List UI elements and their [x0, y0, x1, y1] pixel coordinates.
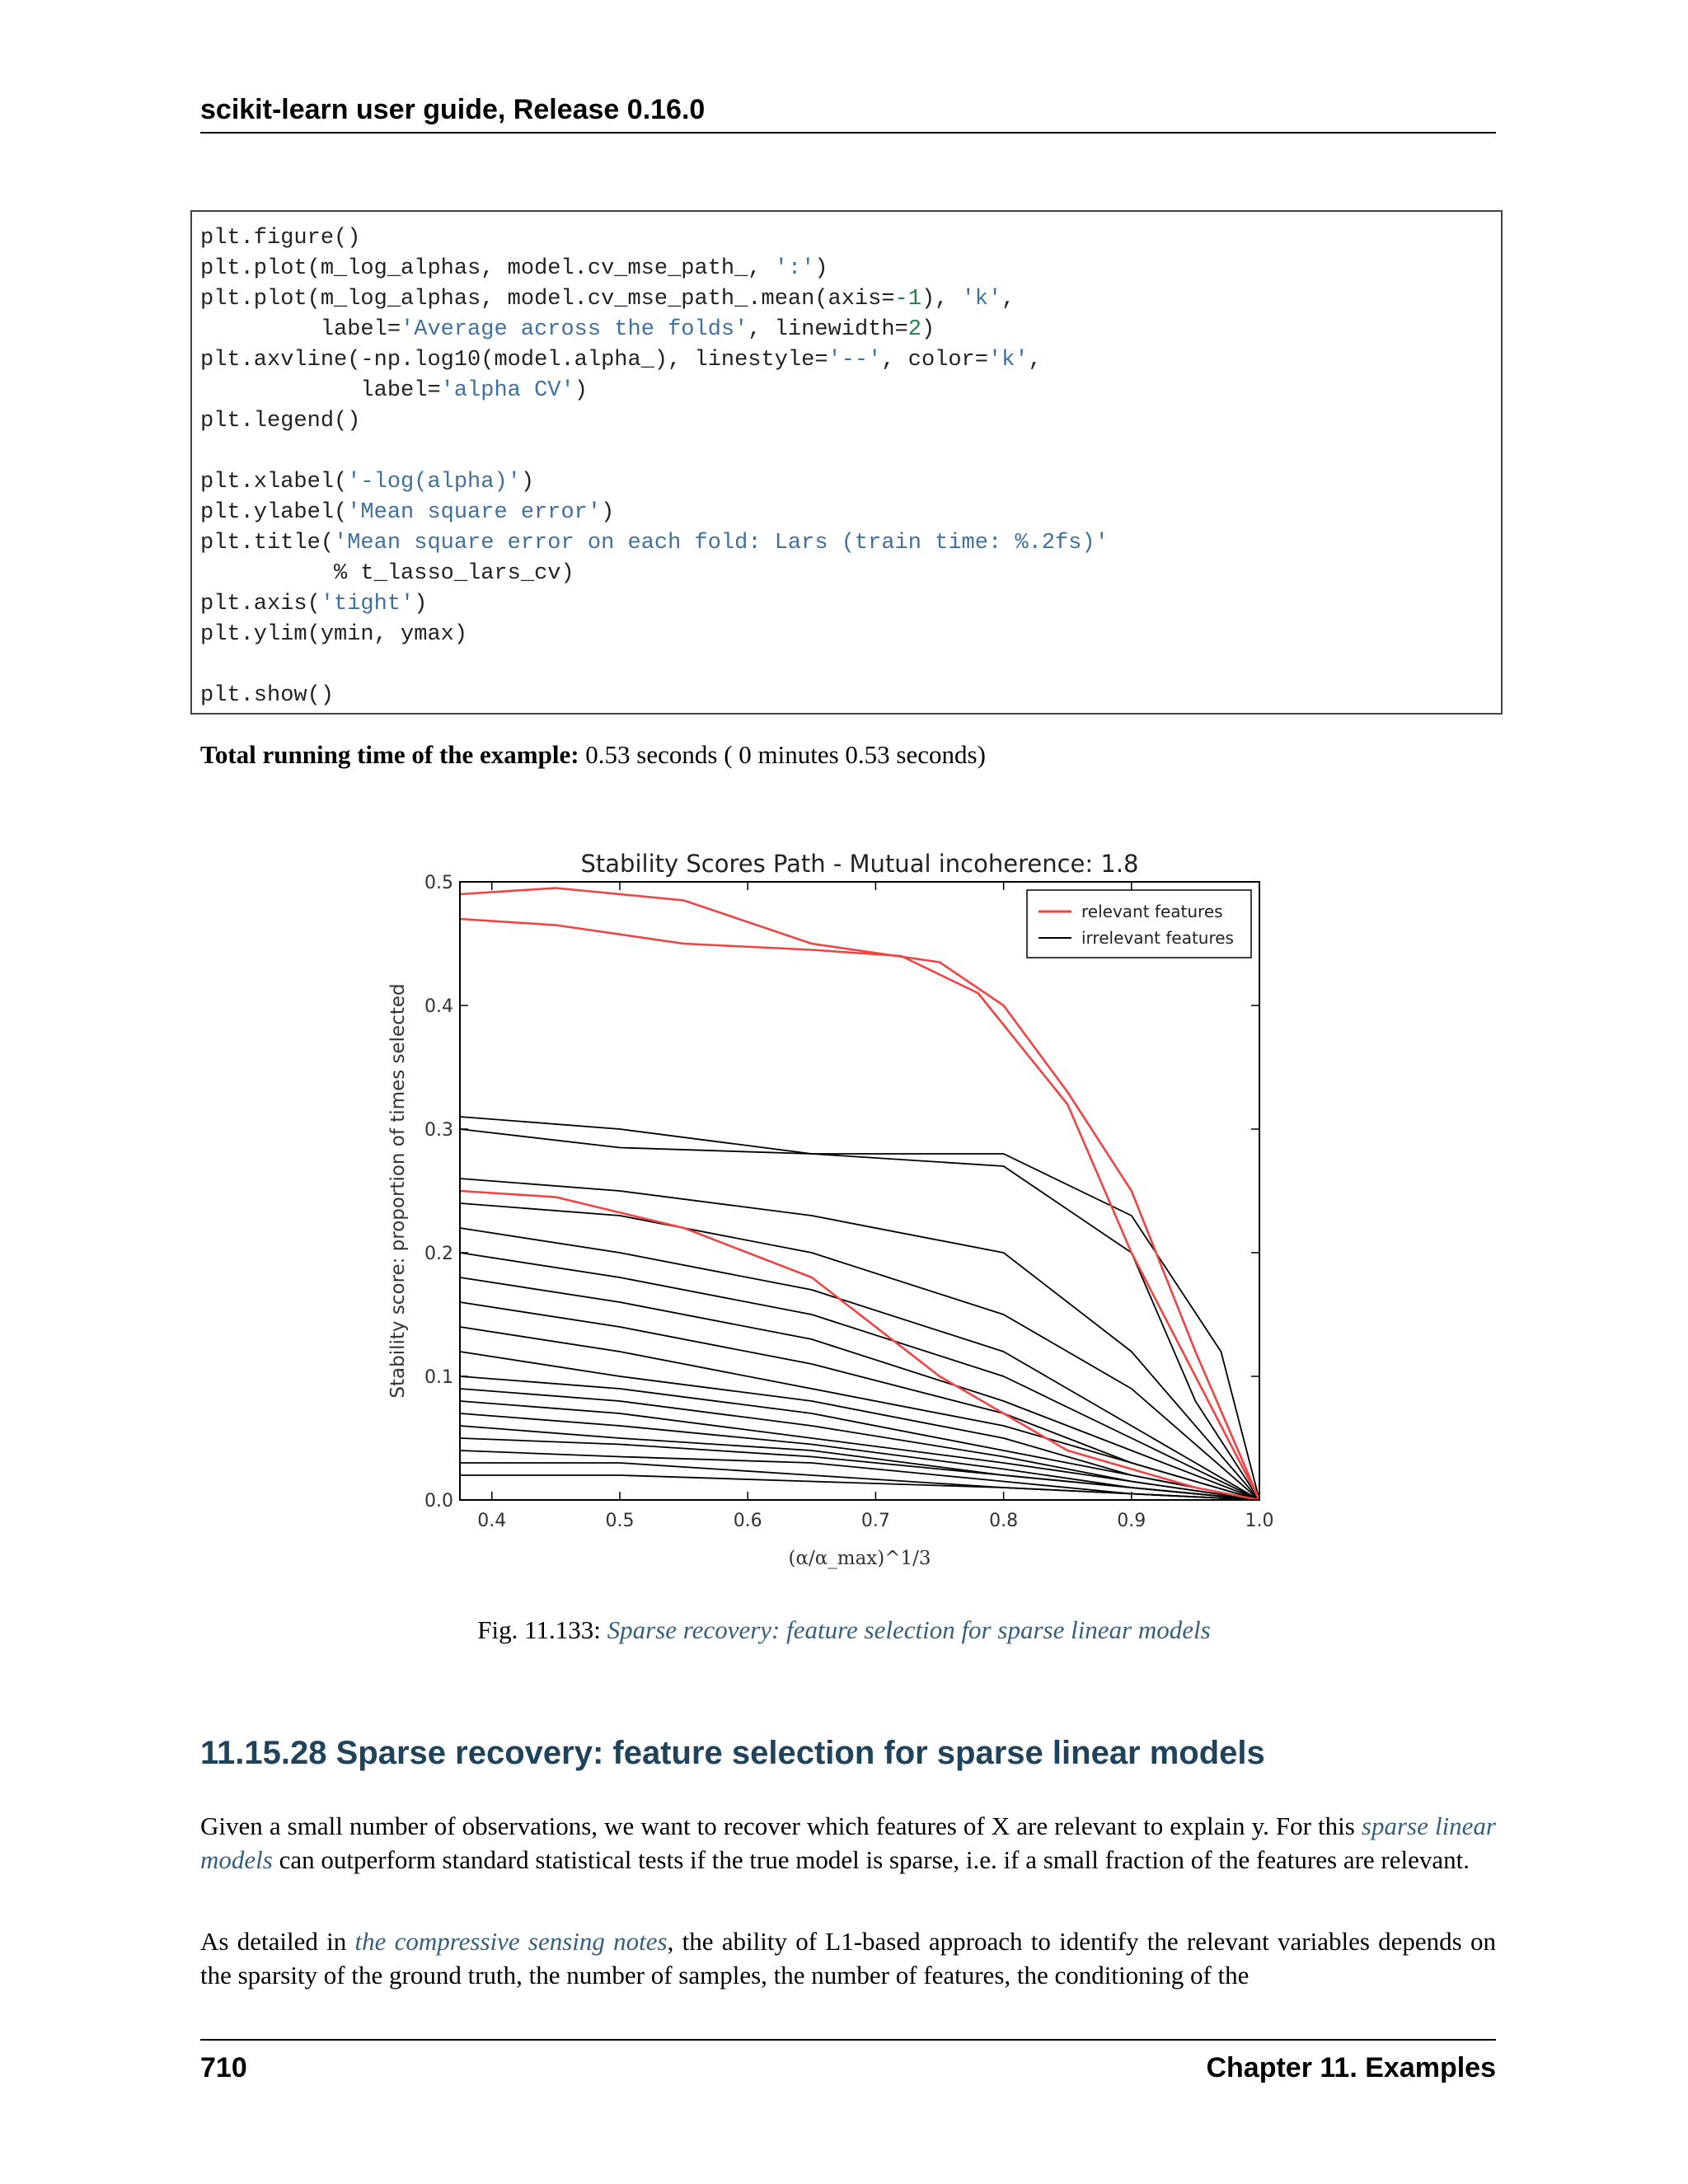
code-token: 'k'	[987, 348, 1029, 373]
stability-chart	[379, 837, 1302, 1578]
code-token: label=	[200, 378, 441, 403]
code-token: plt.ylabel(	[200, 500, 348, 525]
code-line	[200, 284, 1015, 315]
code-line	[200, 254, 828, 284]
p2-text-a: As detailed in	[200, 1927, 355, 1956]
section-heading: 11.15.28 Sparse recovery: feature selection for sparse linear models	[200, 1735, 1265, 1771]
stability-figure	[379, 837, 1302, 1578]
y-tick-label: 0.2	[424, 1244, 453, 1264]
x-tick-label: 0.7	[860, 1511, 890, 1531]
y-tick-label: 0.5	[424, 873, 453, 893]
chart-title: Stability Scores Path - Mutual incoherence: 1.8	[580, 850, 1139, 878]
code-token: 'k'	[961, 287, 1002, 312]
x-tick-label: 0.4	[477, 1511, 507, 1531]
code-line	[200, 528, 1109, 559]
code-line	[200, 345, 1042, 376]
code-token: 'Mean square error'	[347, 500, 602, 525]
paragraph-1	[200, 1809, 1496, 1877]
code-line	[200, 681, 334, 711]
code-line	[200, 406, 360, 437]
code-block	[190, 210, 1503, 715]
header-title: scikit-learn user guide, Release 0.16.0	[200, 94, 706, 125]
x-tick-label: 0.6	[733, 1511, 762, 1531]
code-token: -1	[894, 287, 921, 312]
code-token: plt.legend()	[200, 409, 361, 434]
code-line	[200, 467, 534, 498]
code-token: ,	[1001, 287, 1015, 312]
sparse-linear-models-link[interactable]: sparse linear models	[200, 1811, 1496, 1874]
p1-text-b: can outperform standard statistical tests if the true model is sparse, i.e. if a small fraction of the features are relevant.	[272, 1845, 1470, 1874]
x-tick-label: 1.0	[1245, 1511, 1274, 1531]
page-footer	[200, 2039, 1496, 2090]
legend-label: relevant features	[1081, 902, 1223, 921]
code-token: plt.plot(m_log_alphas, model.cv_mse_path_,	[200, 256, 775, 281]
code-token: % t_lasso_lars_cv)	[200, 561, 574, 586]
chapter-label: Chapter 11. Examples	[1206, 2052, 1496, 2083]
code-token: 'Average across the folds'	[401, 317, 748, 342]
code-line	[200, 376, 588, 406]
code-line	[200, 223, 360, 254]
x-tick-label: 0.9	[1117, 1511, 1146, 1531]
legend-label: irrelevant features	[1081, 928, 1234, 948]
code-token: plt.show()	[200, 683, 335, 708]
compressive-sensing-link[interactable]: the compressive sensing notes	[354, 1927, 668, 1956]
code-token: , linewidth=	[748, 317, 908, 342]
paragraph-2	[200, 1924, 1496, 1992]
p2-text-b: , the ability of L1-based approach to identify the relevant variables depends on the sparsity of the ground truth, the number of samples, the number of features, the conditioning of the	[200, 1927, 1496, 1990]
code-token: ),	[921, 287, 962, 312]
p1-text-a: Given a small number of observations, we want to recover which features of X are relevant to explain y. For this	[200, 1811, 1362, 1840]
x-axis-label: (α/α_max)^1/3	[788, 1548, 931, 1569]
code-token: plt.axis(	[200, 592, 321, 616]
caption-prefix: Fig. 11.133:	[477, 1615, 607, 1644]
code-token: )	[814, 256, 828, 281]
code-token: plt.title(	[200, 531, 335, 555]
code-token: )	[520, 470, 535, 494]
plot-area	[460, 882, 1259, 1500]
caption-link[interactable]: Sparse recovery: feature selection for sparse linear models	[607, 1615, 1211, 1644]
code-line	[200, 620, 467, 650]
code-token: plt.axvline(-np.log10(model.alpha_), linestyle=	[200, 348, 828, 373]
y-tick-label: 0.3	[424, 1120, 453, 1141]
code-token: plt.figure()	[200, 226, 361, 251]
runtime-label: Total running time of the example:	[200, 740, 579, 769]
code-token: )	[921, 317, 935, 342]
code-token: )	[574, 378, 588, 403]
code-line	[200, 315, 935, 345]
runtime-value: 0.53 seconds ( 0 minutes 0.53 seconds)	[579, 740, 986, 769]
code-token: )	[414, 592, 428, 616]
code-token: 'Mean square error on each fold: Lars (train time: %.2fs)'	[334, 531, 1109, 555]
code-token: , color=	[881, 348, 988, 373]
code-token: label=	[200, 317, 401, 342]
x-tick-label: 0.8	[989, 1511, 1019, 1531]
runtime-line	[200, 740, 986, 770]
code-token: 2	[907, 317, 921, 342]
x-tick-label: 0.5	[605, 1511, 635, 1531]
code-line	[200, 559, 574, 589]
y-axis-label: Stability score: proportion of times selected	[387, 983, 409, 1399]
y-tick-label: 0.4	[424, 996, 453, 1017]
y-tick-label: 0.0	[424, 1491, 453, 1511]
code-token: 'alpha CV'	[440, 378, 574, 403]
page-number: 710	[200, 2052, 247, 2083]
code-token: plt.plot(m_log_alphas, model.cv_mse_path_.mean(axis=	[200, 287, 895, 312]
code-line	[200, 498, 614, 528]
code-token: 'tight'	[320, 592, 415, 616]
code-token: plt.xlabel(	[200, 470, 348, 494]
code-token: '--'	[828, 348, 882, 373]
y-tick-label: 0.1	[424, 1367, 453, 1388]
code-token: '-log(alpha)'	[347, 470, 521, 494]
code-token: plt.ylim(ymin, ymax)	[200, 622, 468, 647]
code-token: ,	[1028, 348, 1042, 373]
code-token: ':'	[774, 256, 815, 281]
code-line	[200, 589, 427, 620]
figure-caption	[0, 1615, 1688, 1645]
code-token: )	[601, 500, 615, 525]
running-header	[200, 92, 1496, 134]
